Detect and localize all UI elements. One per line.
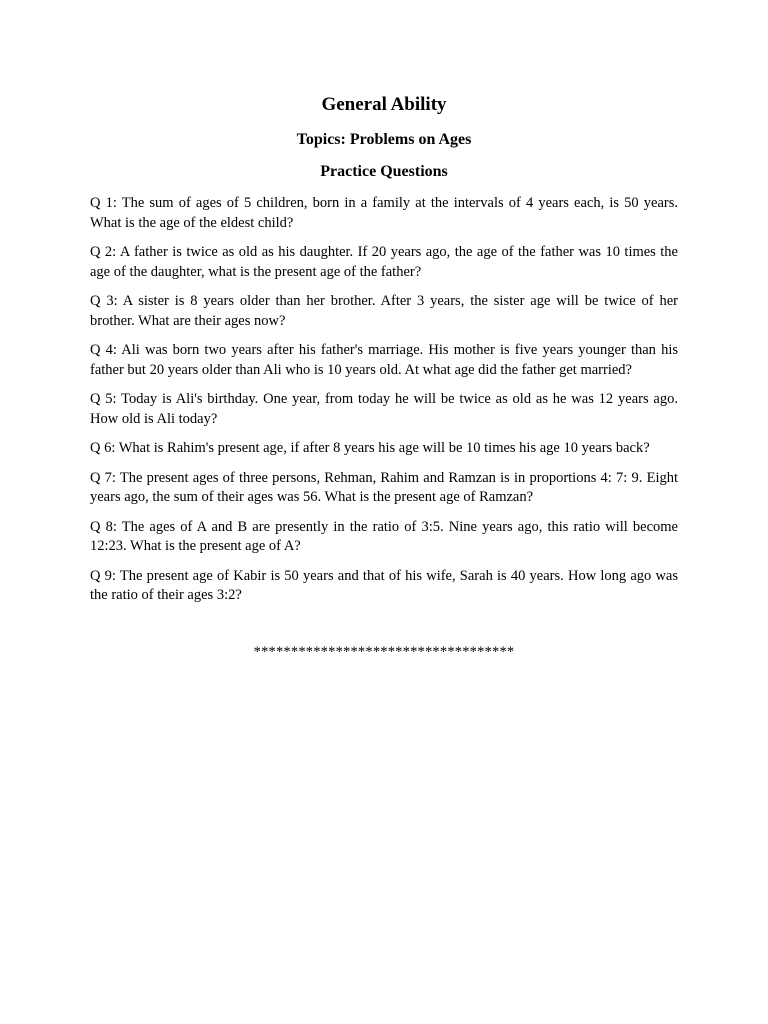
question-2: Q 2: A father is twice as old as his daughter. If 20 years ago, the age of the father was 10 times the age of the daughter, what is the present age of the father? <box>90 244 678 280</box>
question-7: Q 7: The present ages of three persons, Rehman, Rahim and Ramzan is in proportions 4: 7: 9. Eight years ago, the sum of their ages was 56. What is the present age of Ramzan? <box>90 469 678 505</box>
question-9: Q 9: The present age of Kabir is 50 years and that of his wife, Sarah is 40 years. How long ago was the ratio of their ages 3:2? <box>90 567 678 603</box>
section-heading: Practice Questions <box>320 163 448 180</box>
question-8: Q 8: The ages of A and B are presently in the ratio of 3:5. Nine years ago, this ratio will become 12:23. What is the present age of A? <box>90 518 678 554</box>
question-1: Q 1: The sum of ages of 5 children, born in a family at the intervals of 4 years each, is 50 years. What is the age of the eldest child? <box>90 195 678 231</box>
question-5: Q 5: Today is Ali's birthday. One year, from today he will be twice as old as he was 12 years ago. How old is Ali today? <box>90 391 678 427</box>
question-3: Q 3: A sister is 8 years older than her brother. After 3 years, the sister age will be twice of her brother. What are their ages now? <box>90 293 678 329</box>
asterisk-divider: *********************************** <box>253 644 515 660</box>
question-4: Q 4: Ali was born two years after his father's marriage. His mother is five years younger than his father but 20 years older than Ali who is 10 years old. At what age did the father get married? <box>90 342 678 378</box>
document-title: General Ability <box>321 94 447 115</box>
topic-heading: Topics: Problems on Ages <box>296 131 472 148</box>
question-6: Q 6: What is Rahim's present age, if after 8 years his age will be 10 times his age 10 years back? <box>90 440 650 456</box>
question-list <box>90 194 678 616</box>
